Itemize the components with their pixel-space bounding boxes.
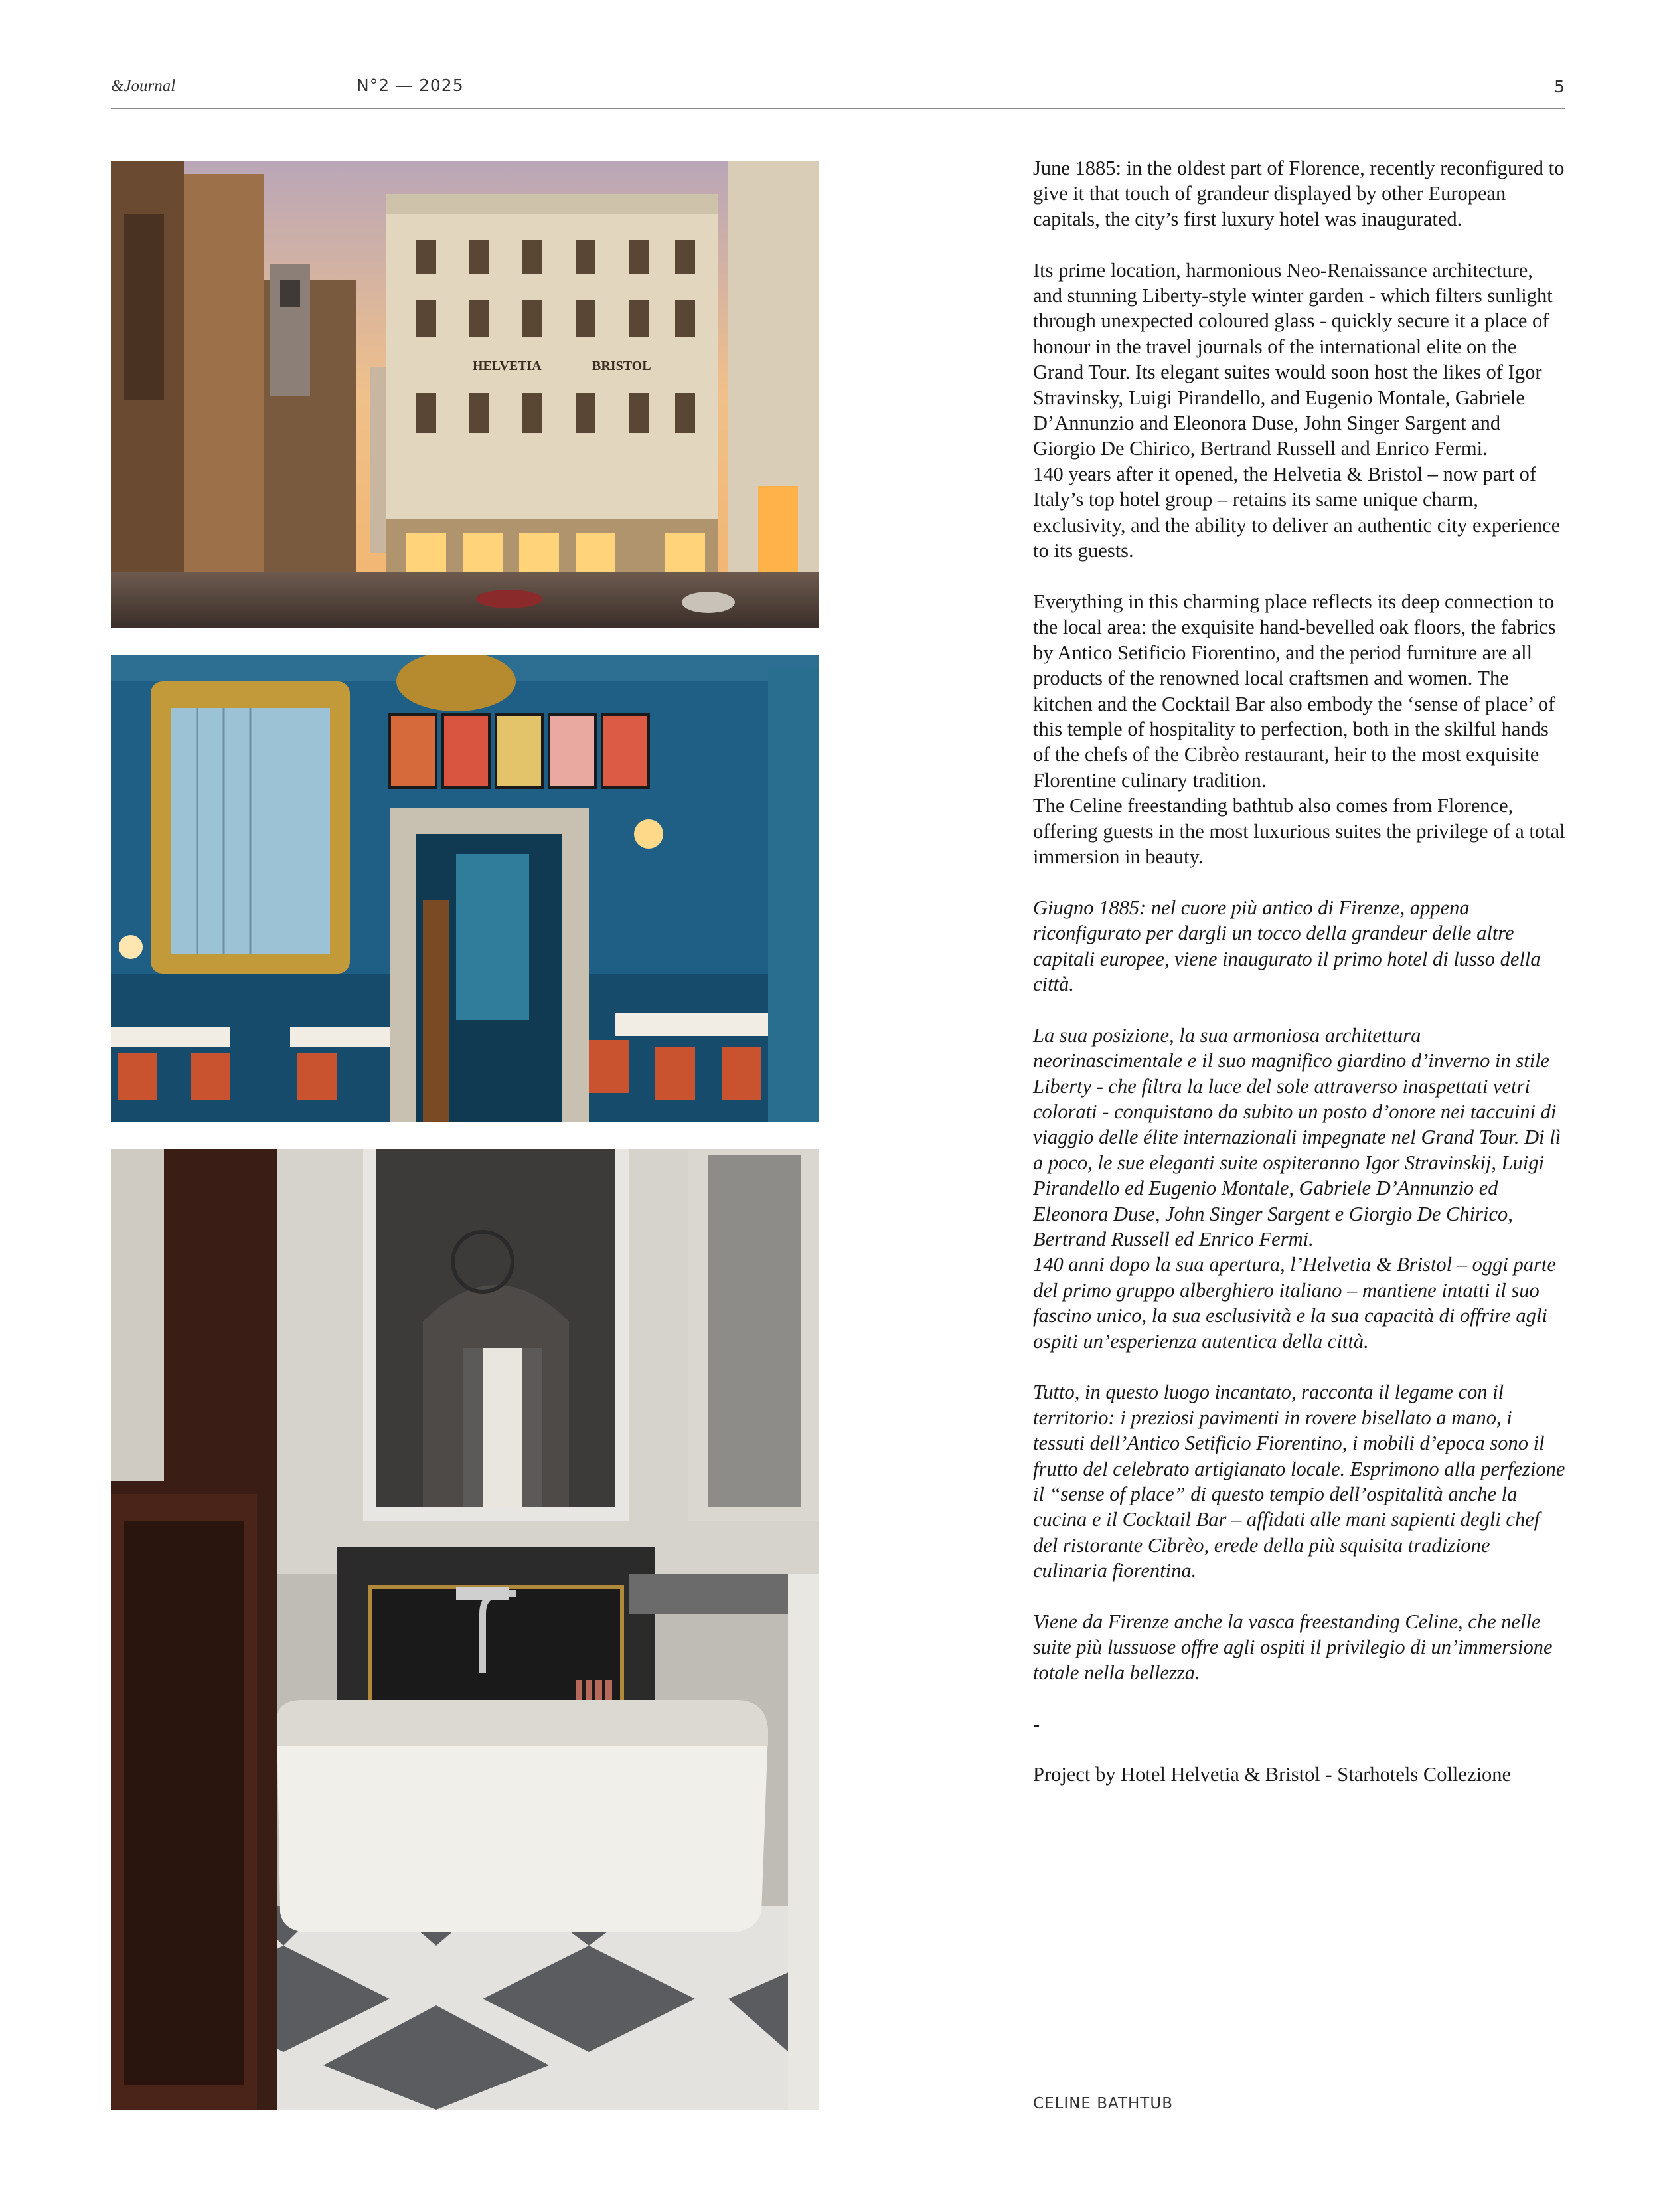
article-body [1033,155,1565,1813]
paragraph-it-3: 140 anni dopo la sua apertura, l’Helvetia & Bristol – oggi parte del primo gruppo alberghiero italiano – mantiene intatti il suo fascino unico, la sua esclusività e la sua capacità di offrire agli ospiti un’esperienza autentica della città. [1033,1253,1556,1353]
paragraph-it-2: La sua posizione, la sua armoniosa architettura neorinascimentale e il suo magnifico giardino d’inverno in stile Liberty - che filtra la luce del sole attraverso inaspettati vetri colorati - conquistano da subito un posto d’onore nei taccuini di viaggio delle élite internazionali impegnate nel Grand Tour. Di lì a poco, le sue eleganti suite ospiteranno Igor Stravinskij, Luigi Pirandello ed Eugenio Montale, Gabriele D’Annunzio ed Eleonora Duse, John Singer Sargent e Giorgio De Chirico, Bertrand Russell ed Enrico Fermi. [1033,1023,1561,1250]
paragraph-it-4: Tutto, in questo luogo incantato, racconta il legame con il territorio: i preziosi pavimenti in rovere bisellato a mano, i tessuti dell’Antico Setificio Fiorentino, i mobili d’epoca sono il frutto del celebrato artigianato locale. Esprimono alla perfezione il “sense of place” di questo tempio dell’ospitalità anche la cucina e il Cocktail Bar – affidati alle mani sapienti degli chef del ristorante Cibrèo, erede della più squisita tradizione culinaria fiorentina. [1033,1381,1565,1582]
page-number: 5 [1554,77,1565,96]
paragraph-en-5: The Celine freestanding bathtub also comes from Florence, offering guests in the most luxurious suites the privilege of a total immersion in beauty. [1033,794,1565,868]
paragraph-en-2: Its prime location, harmonious Neo-Renaissance architecture, and stunning Liberty-style winter garden - which filters sunlight through unexpected coloured glass - quickly secure it a place of honour in the travel journals of the international elite on the Grand Tour. Its elegant suites would soon host the likes of Igor Stravinsky, Luigi Pirandello, and Eugenio Montale, Gabriele D’Annunzio and Eleonora Duse, John Singer Sargent and Giorgio De Chirico, Bertrand Russell and Enrico Fermi. [1033,258,1553,460]
separator: - [1033,1712,1040,1735]
paragraph-en-3: 140 years after it opened, the Helvetia & Bristol – now part of Italy’s top hotel group – retains its same unique charm, exclusivity, and the ability to deliver an authentic city experience to its guests. [1033,462,1561,562]
paragraph-it-1: Giugno 1885: nel cuore più antico di Firenze, appena riconfigurato per dargli un tocco della grandeur delle altre capitali europee, viene inaugurato il primo hotel di lusso della città. [1033,896,1541,995]
hotel-sign-left: HELVETIA [473,359,542,373]
hotel-sign-right: BRISTOL [592,359,651,373]
header-divider [111,108,1565,109]
paragraph-en-1: June 1885: in the oldest part of Florence, recently reconfigured to give it that touch of grandeur displayed by other European capitals, the city’s first luxury hotel was inaugurated. [1033,157,1565,230]
issue-number: N°2 — 2025 [356,76,464,95]
journal-name: &Journal [111,77,176,95]
bathroom-photo [111,1149,819,2110]
photo-caption: CELINE BATHTUB [1033,2095,1173,2112]
page-header [111,74,1565,110]
hotel-facade-photo [111,161,819,628]
paragraph-en-4: Everything in this charming place reflects its deep connection to the local area: the exquisite hand-bevelled oak floors, the fabrics by Antico Setificio Fiorentino, and the period furniture are all products of the renowned local craftsmen and women. The kitchen and the Cocktail Bar also embody the ‘sense of place’ of this temple of hospitality to perfection, both in the skilful hands of the chefs of the Cibrèo restaurant, heir to the most exquisite Florentine culinary tradition. [1033,590,1556,792]
cocktail-bar-photo [111,655,819,1122]
paragraph-it-5: Viene da Firenze anche la vasca freestanding Celine, che nelle suite più lussuose offre agli ospiti il privilegio di un’immersione totale nella bellezza. [1033,1610,1553,1684]
project-credit: Project by Hotel Helvetia & Bristol - Starhotels Collezione [1033,1763,1511,1786]
